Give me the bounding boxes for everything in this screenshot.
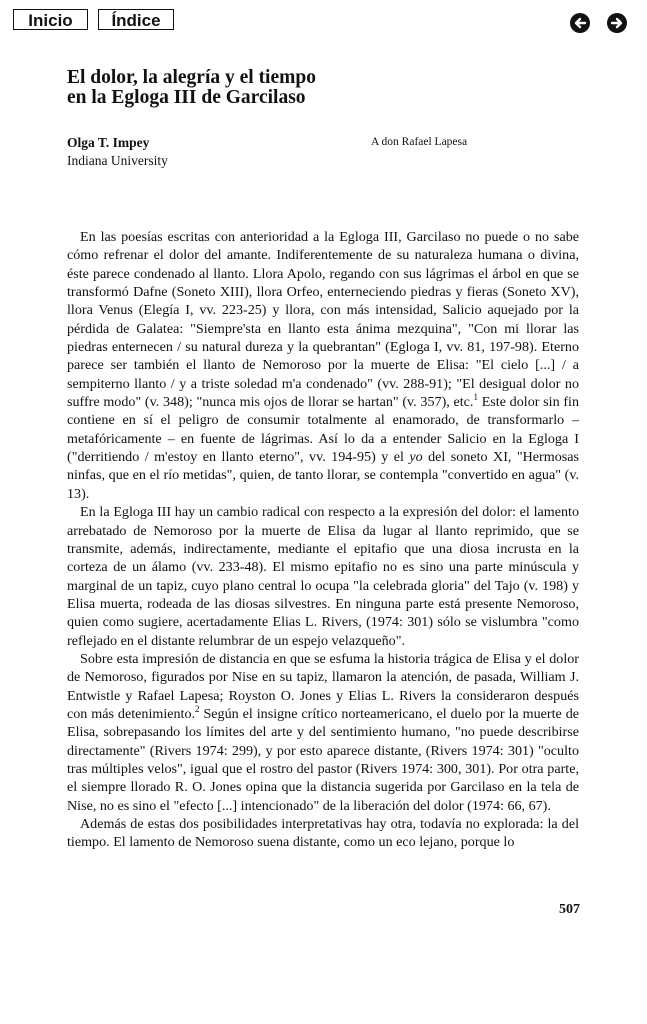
- author-affiliation: Indiana University: [67, 153, 168, 168]
- paragraph-2: En la Egloga III hay un cambio radical con respecto a la expresión del dolor: el lamento arrebatado de Nemoroso por la muerte de Elisa da lugar al llanto reprimido, que se transmite, además, indirectamente, mediante el epitafio que una diosa incrusta en la corteza de un álamo (vv. 233-48). El mismo epitafio no es sino una parte minúscula y marginal de un tapiz, cuyo plano central lo ocupa "la celebrada gloria" del Tajo (v. 198) y Elisa muerta, rodeada de las diosas silvestres. En ninguna parte está presente Nemoroso, quien como sugiere, acertadamente Elias L. Rivers, (1974: 301) sólo se vislumbra "como reflejado en el distante relumbrar de un espejo velazqueño".: [67, 504, 579, 649]
- paragraph-1: [67, 228, 579, 503]
- footnote-ref-2[interactable]: 2: [195, 703, 200, 714]
- arrow-right-circle-icon: [607, 13, 627, 33]
- paragraph-text: Sobre esta impresión de distancia en que se esfuma la historia trágica de Elisa y el dolor de Nemoroso, figurados por Nise en su tapiz, llamaron la atención, de pasada, William J. Entwistle y Rafael Lapesa; Royston O. Jones y Elias L. Rivers la consideraron después con más detenimiento.: [67, 650, 579, 722]
- article-title: [67, 68, 467, 108]
- emphasis-text: yo: [409, 449, 423, 466]
- inicio-button[interactable]: Inicio: [13, 9, 88, 30]
- paragraph-text: En las poesías escritas con anterioridad a la Egloga III, Garcilaso no puede o no sabe cómo refrenar el dolor del amante. Indiferentemente de su naturaleza humana o divina, éste parece condenado al llanto. Llora Apolo, regando con sus lágrimas el árbol en que se transformó Dafne (Soneto XIII), llora Orfeo, enterneciendo piedras y fieras (Soneto XV), llora Venus (Elegía I, vv. 223-25) y llora, con más intensidad, Salicio aquejado por la pérdida de Galatea: "Siempre'sta en llanto esta ánima mezquina", "Con mi llorar las piedras enternecen / su natural dureza y la quebrantan" (Egloga I, vv. 81, 197-98). Eterno parece ser también el llanto de Nemoroso por la muerte de Elisa: "El cielo [...] / a sempiterno llanto / y a triste soledad m'a condenado" (vv. 288-91); "El desigual dolor no suffre modo" (v. 348); "nunca mis ojos de llorar se hartan" (v. 357), etc.: [67, 229, 579, 411]
- previous-page-button[interactable]: [570, 13, 590, 33]
- paragraph-text: del soneto XI, "Hermosas ninfas, que en el río metidas", quien, de tanto llorar, se contempla "convertido en agua" (v. 13).: [67, 449, 579, 502]
- author-block: [67, 134, 168, 170]
- footnote-ref-1[interactable]: 1: [473, 392, 478, 403]
- paragraph-4: Además de estas dos posibilidades interpretativas hay otra, todavía no explorada: la del tiempo. El lamento de Nemoroso suena distante, como un eco lejano, porque lo: [67, 816, 579, 851]
- paragraph-3: [67, 650, 579, 815]
- author-name: Olga T. Impey: [67, 135, 150, 150]
- arrow-left-circle-icon: [570, 13, 590, 33]
- page-number: 507: [559, 902, 580, 917]
- next-page-button[interactable]: [607, 13, 627, 33]
- indice-button[interactable]: Índice: [98, 9, 174, 30]
- dedication: A don Rafael Lapesa: [371, 136, 468, 148]
- article-body: [67, 228, 579, 852]
- paragraph-text: Según el insigne crítico norteamericano, el duelo por la muerte de Elisa, sobrepasando los límites del arte y del sentimiento humano, "no puede describirse directamente" (Rivers 1974: 299), y por esto aparece distante, (Rivers 1974: 301) "oculto tras múltiples velos", igual que el rostro del pastor (Rivers 1974: 300, 301). Por otra parte, el siempre llorado R. O. Jones opina que la distancia sugerida por Garcilaso en la tela de Nise, no es sino el "efecto [...] intencionado" de la liberación del dolor (1974: 66, 67).: [67, 705, 579, 814]
- title-line-1: El dolor, la alegría y el tiempo: [67, 67, 316, 88]
- paragraph-text: Este dolor sin fin contiene en sí el peligro de consumir totalmente al enamorado, de transformarlo – metafóricamente – en fuente de lágrimas. Así lo da a entender Salicio en la Egloga I ("derritiendo / m'estoy en llanto eterno", vv. 194-95) y el: [67, 394, 579, 466]
- title-line-2: en la Egloga III de Garcilaso: [67, 87, 306, 108]
